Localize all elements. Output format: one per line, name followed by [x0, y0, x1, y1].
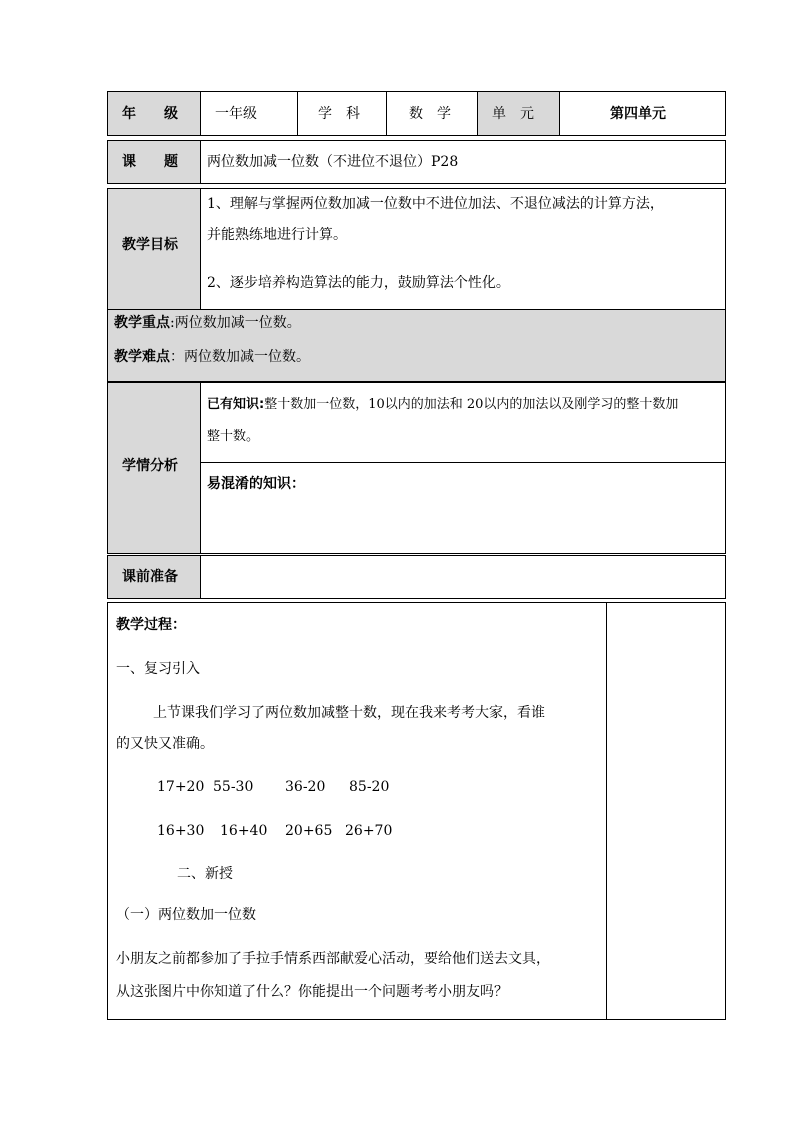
exercise-3: 36-20	[285, 779, 326, 795]
lesson-title-cell	[200, 140, 726, 184]
goals-text-cell	[200, 188, 726, 310]
confusing-knowledge-label: 易混淆的知识：	[207, 476, 305, 492]
exercise-4: 85-20	[349, 779, 390, 795]
subject-value: 数 学	[409, 106, 451, 122]
known-knowledge-line-1	[207, 397, 678, 413]
unit-value-cell	[559, 91, 726, 136]
unit-label-cell	[477, 91, 560, 136]
key-point-label: 教学重点	[114, 315, 170, 331]
lesson-title: 两位数加减一位数（不进位不退位）P28	[207, 154, 459, 170]
unit-label: 单 元	[492, 106, 534, 122]
subject-label: 学 科	[318, 106, 360, 122]
goals-line-3: 2、逐步培养构造算法的能力，鼓励算法个性化。	[207, 275, 510, 291]
grade-label: 年 级	[122, 106, 178, 122]
prep-value-cell	[200, 555, 726, 599]
known-knowledge-text-1: 整十数加一位数，10以内的加法和 20以内的加法以及刚学习的整十数加	[264, 397, 679, 412]
grade-label-cell	[107, 91, 201, 136]
goals-label-cell	[107, 188, 201, 310]
process-cell	[107, 602, 607, 1020]
exercise-7: 20+65	[285, 823, 333, 839]
known-knowledge-label: 已有知识:	[207, 397, 265, 412]
process-section-2: 二、新授	[177, 866, 233, 882]
analysis-label: 学情分析	[122, 458, 178, 474]
hard-point-label: 教学难点	[114, 349, 170, 365]
exercise-5: 16+30	[157, 823, 205, 839]
unit-value: 第四单元	[610, 106, 666, 122]
lesson-label-cell	[107, 140, 201, 184]
process-para-2-line-1: 小朋友之前都参加了手拉手情系西部献爱心活动，要给他们送去文具，	[116, 951, 550, 967]
process-para-1-line-2: 的又快又准确。	[116, 736, 214, 752]
lesson-label: 课 题	[122, 154, 178, 170]
exercise-2: 55-30	[213, 779, 254, 795]
goals-line-2: 并能熟练地进行计算。	[207, 227, 347, 243]
process-para-2-line-2: 从这张图片中你知道了什么？你能提出一个问题考考小朋友吗？	[116, 984, 508, 1000]
prep-label-cell	[107, 555, 201, 599]
grade-value: 一年级	[215, 106, 257, 122]
hard-point	[114, 349, 310, 365]
focus-cell	[107, 309, 726, 382]
goals-label: 教学目标	[122, 237, 178, 253]
key-point-text: :两位数加减一位数。	[170, 315, 301, 331]
process-para-1-line-1: 上节课我们学习了两位数加减整十数，现在我来考考大家，看谁	[153, 705, 545, 721]
subject-label-cell	[297, 91, 387, 136]
known-knowledge-cell	[200, 382, 726, 463]
analysis-label-cell	[107, 382, 201, 554]
exercise-1: 17+20	[157, 779, 205, 795]
process-notes-cell	[606, 602, 726, 1020]
subject-value-cell	[386, 91, 478, 136]
process-title: 教学过程：	[116, 617, 186, 633]
prep-label: 课前准备	[122, 569, 178, 585]
goals-line-1: 1、理解与掌握两位数加减一位数中不进位加法、不退位减法的计算方法，	[207, 196, 664, 212]
known-knowledge-text-2: 整十数。	[207, 429, 260, 444]
exercise-8: 26+70	[345, 823, 393, 839]
process-subsection-1: （一）两位数加一位数	[116, 907, 256, 923]
hard-point-text: ：两位数加减一位数。	[170, 349, 310, 365]
grade-value-cell	[200, 91, 298, 136]
confusing-knowledge-cell	[200, 462, 726, 554]
process-section-1: 一、复习引入	[116, 661, 200, 677]
exercise-6: 16+40	[220, 823, 268, 839]
key-point	[114, 315, 301, 331]
